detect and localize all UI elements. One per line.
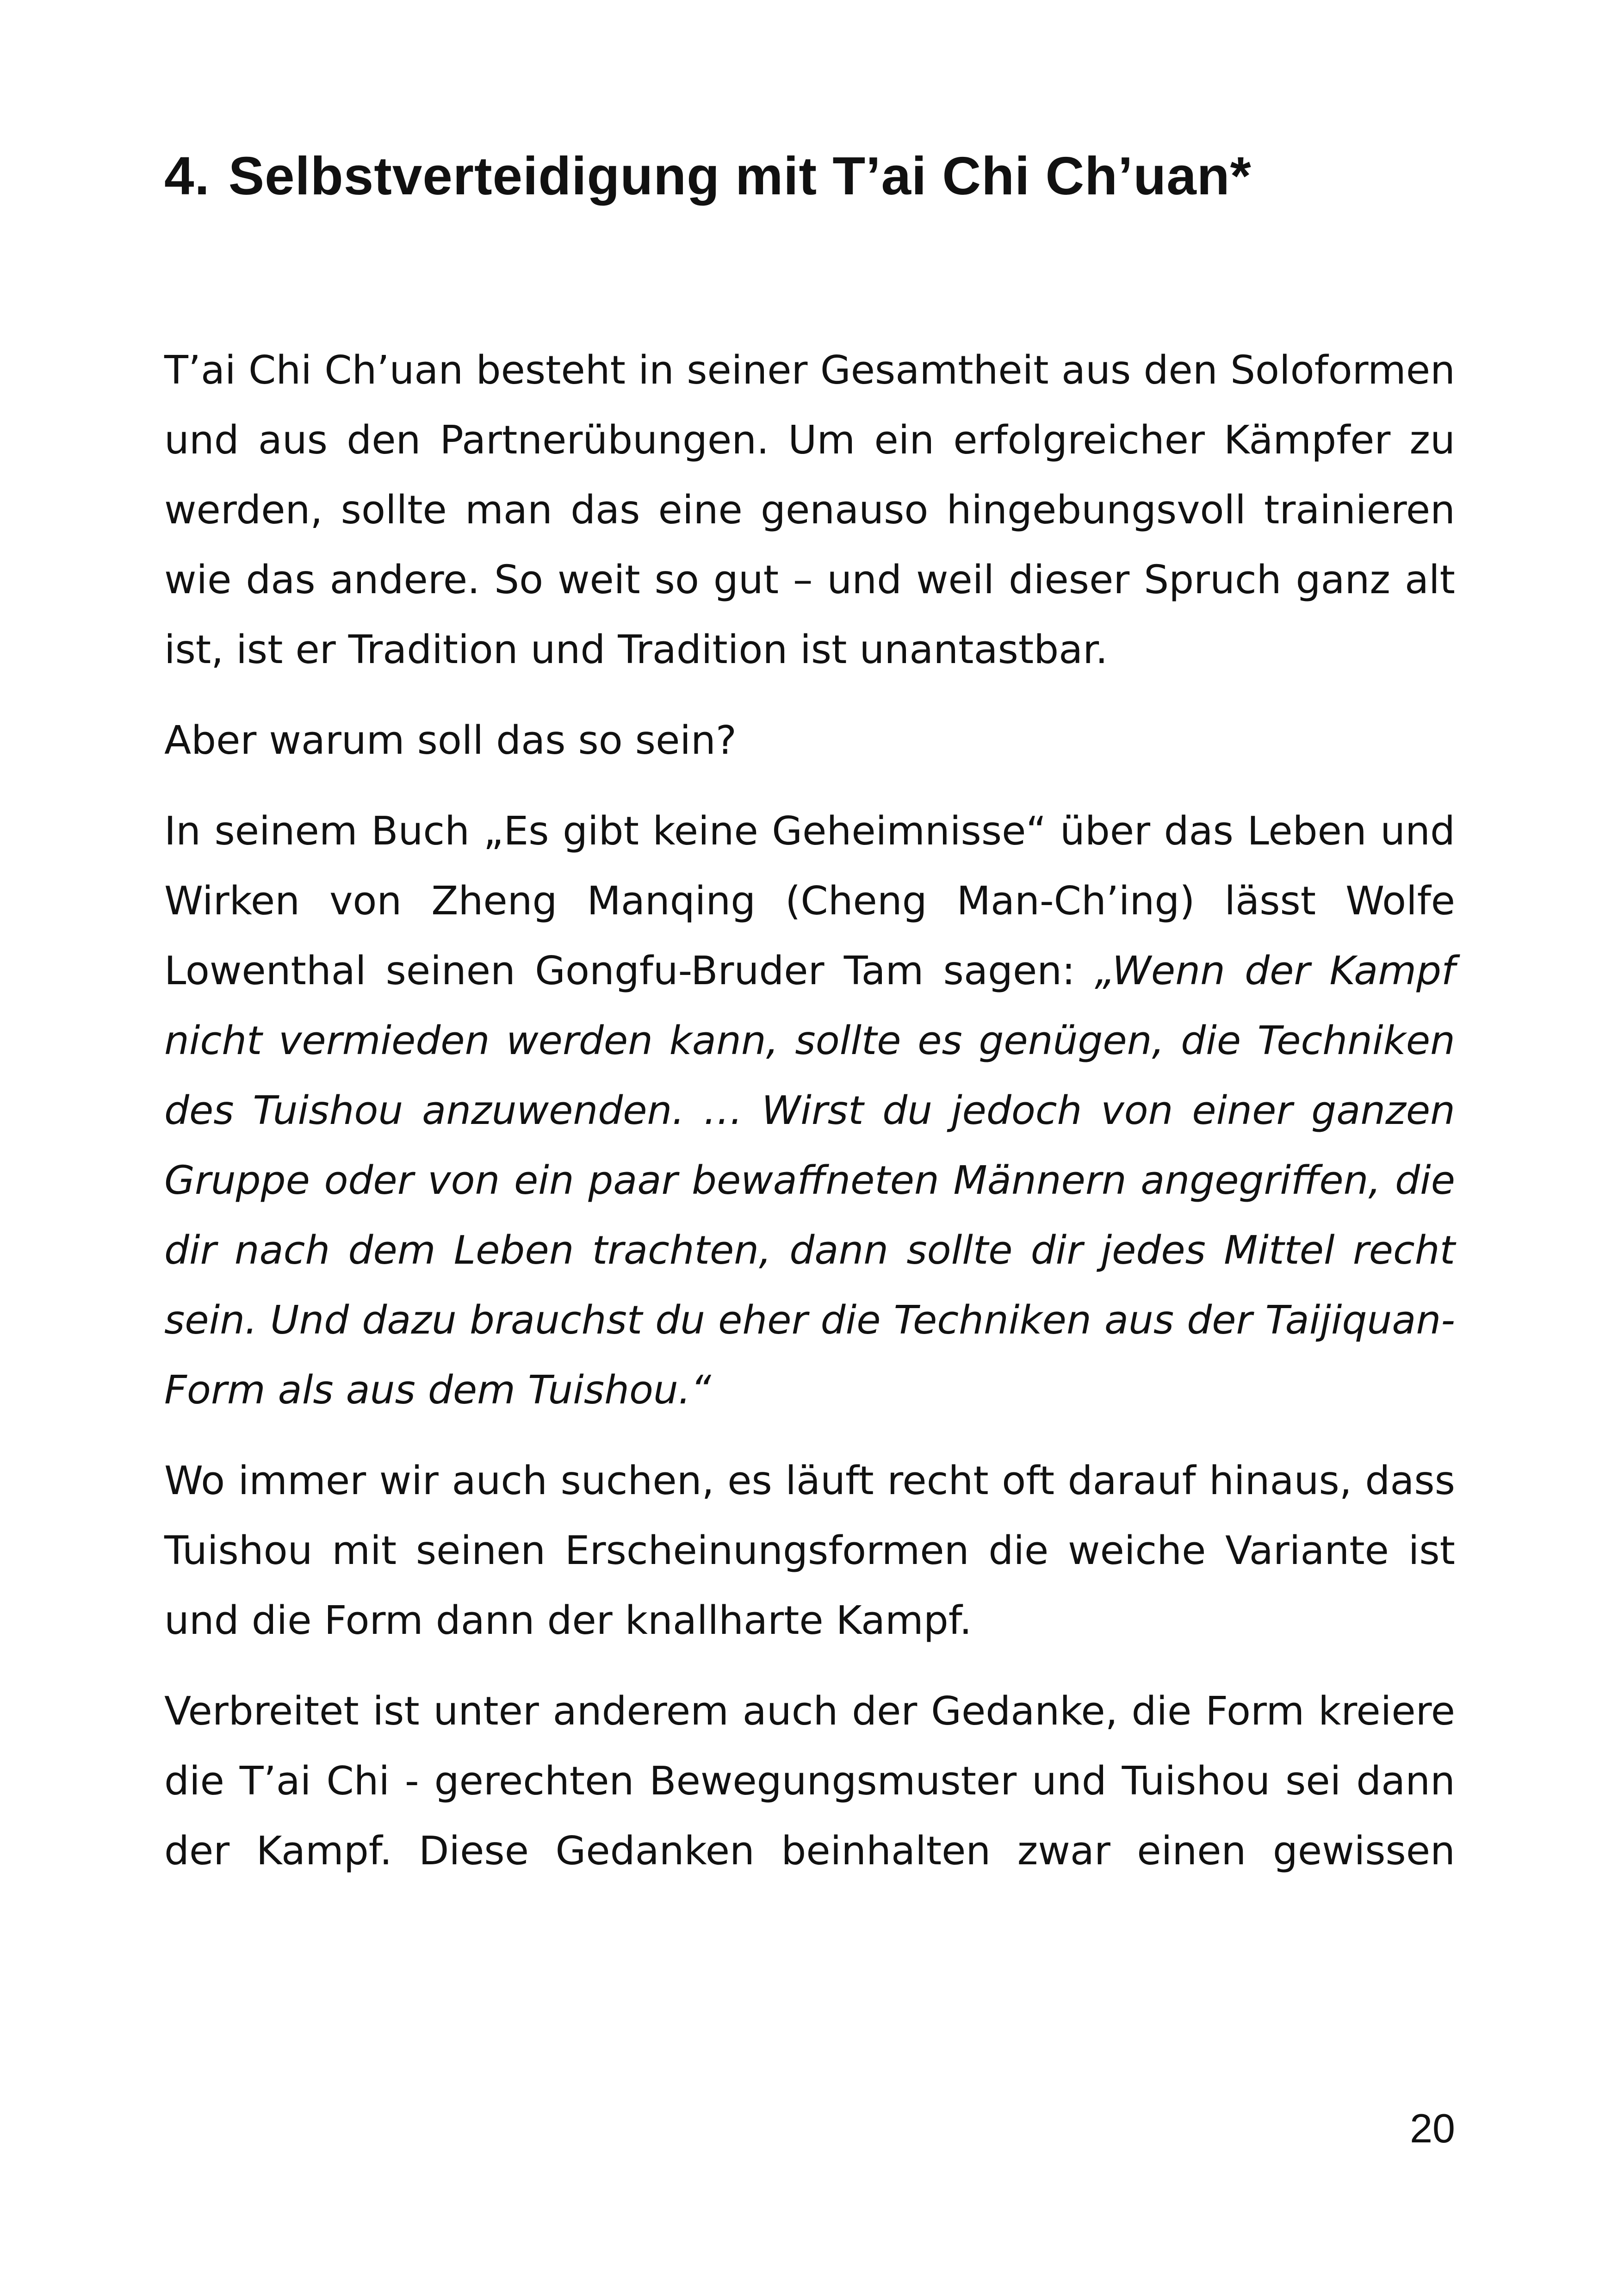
paragraph-3 — [164, 796, 1455, 1425]
paragraph-3-lead: In seinem Buch „Es gibt keine Geheimnisse“ über das Leben und Wirken von Zheng Manqing (Cheng Man-Ch’ing) lässt Wolfe Lowenthal seinen Gongfu-Bruder Tam sagen: — [164, 808, 1455, 994]
chapter-title: Selbstverteidigung mit T’ai Chi Ch’uan* — [228, 146, 1252, 206]
paragraph-2: Aber warum soll das so sein? — [164, 718, 737, 763]
chapter-heading — [164, 139, 1460, 213]
chapter-number: 4. — [164, 146, 210, 206]
paragraph-4: Wo immer wir auch suchen, es läuft recht oft darauf hinaus, dass Tuishou mit seinen Erscheinungsformen die weiche Variante ist und die Form dann der knallharte Kampf. — [164, 1458, 1455, 1644]
paragraph-1: T’ai Chi Ch’uan besteht in seiner Gesamtheit aus den Soloformen und aus den Partnerübungen. Um ein erfolgreicher Kämpfer zu werden, sollte man das eine genauso hingebungsvoll trainieren wie das andere. So weit so gut – und weil dieser Spruch ganz alt ist, ist er Tradition und Tradition ist unantastbar. — [164, 348, 1455, 673]
body-text — [164, 335, 1455, 1907]
paragraph-5: Verbreitet ist unter anderem auch der Gedanke, die Form kreiere die T’ai Chi - gerechten Bewegungsmuster und Tuishou sei dann der Kampf. Diese Gedanken beinhalten zwar einen gewissen — [164, 1688, 1455, 1874]
page-number: 20 — [1410, 2105, 1455, 2151]
quotation: „Wenn der Kampf nicht vermieden werden kann, sollte es genügen, die Techniken des Tuishou anzuwenden. … Wirst du jedoch von einer ganzen Gruppe oder von ein paar bewaffneten Männern angegriffen, die dir nach dem Leben trachten, dann sollte dir jedes Mittel recht sein. Und dazu brauchst du eher die Techniken aus der Taijiquan-Form als aus dem Tuishou.“ — [164, 948, 1455, 1413]
